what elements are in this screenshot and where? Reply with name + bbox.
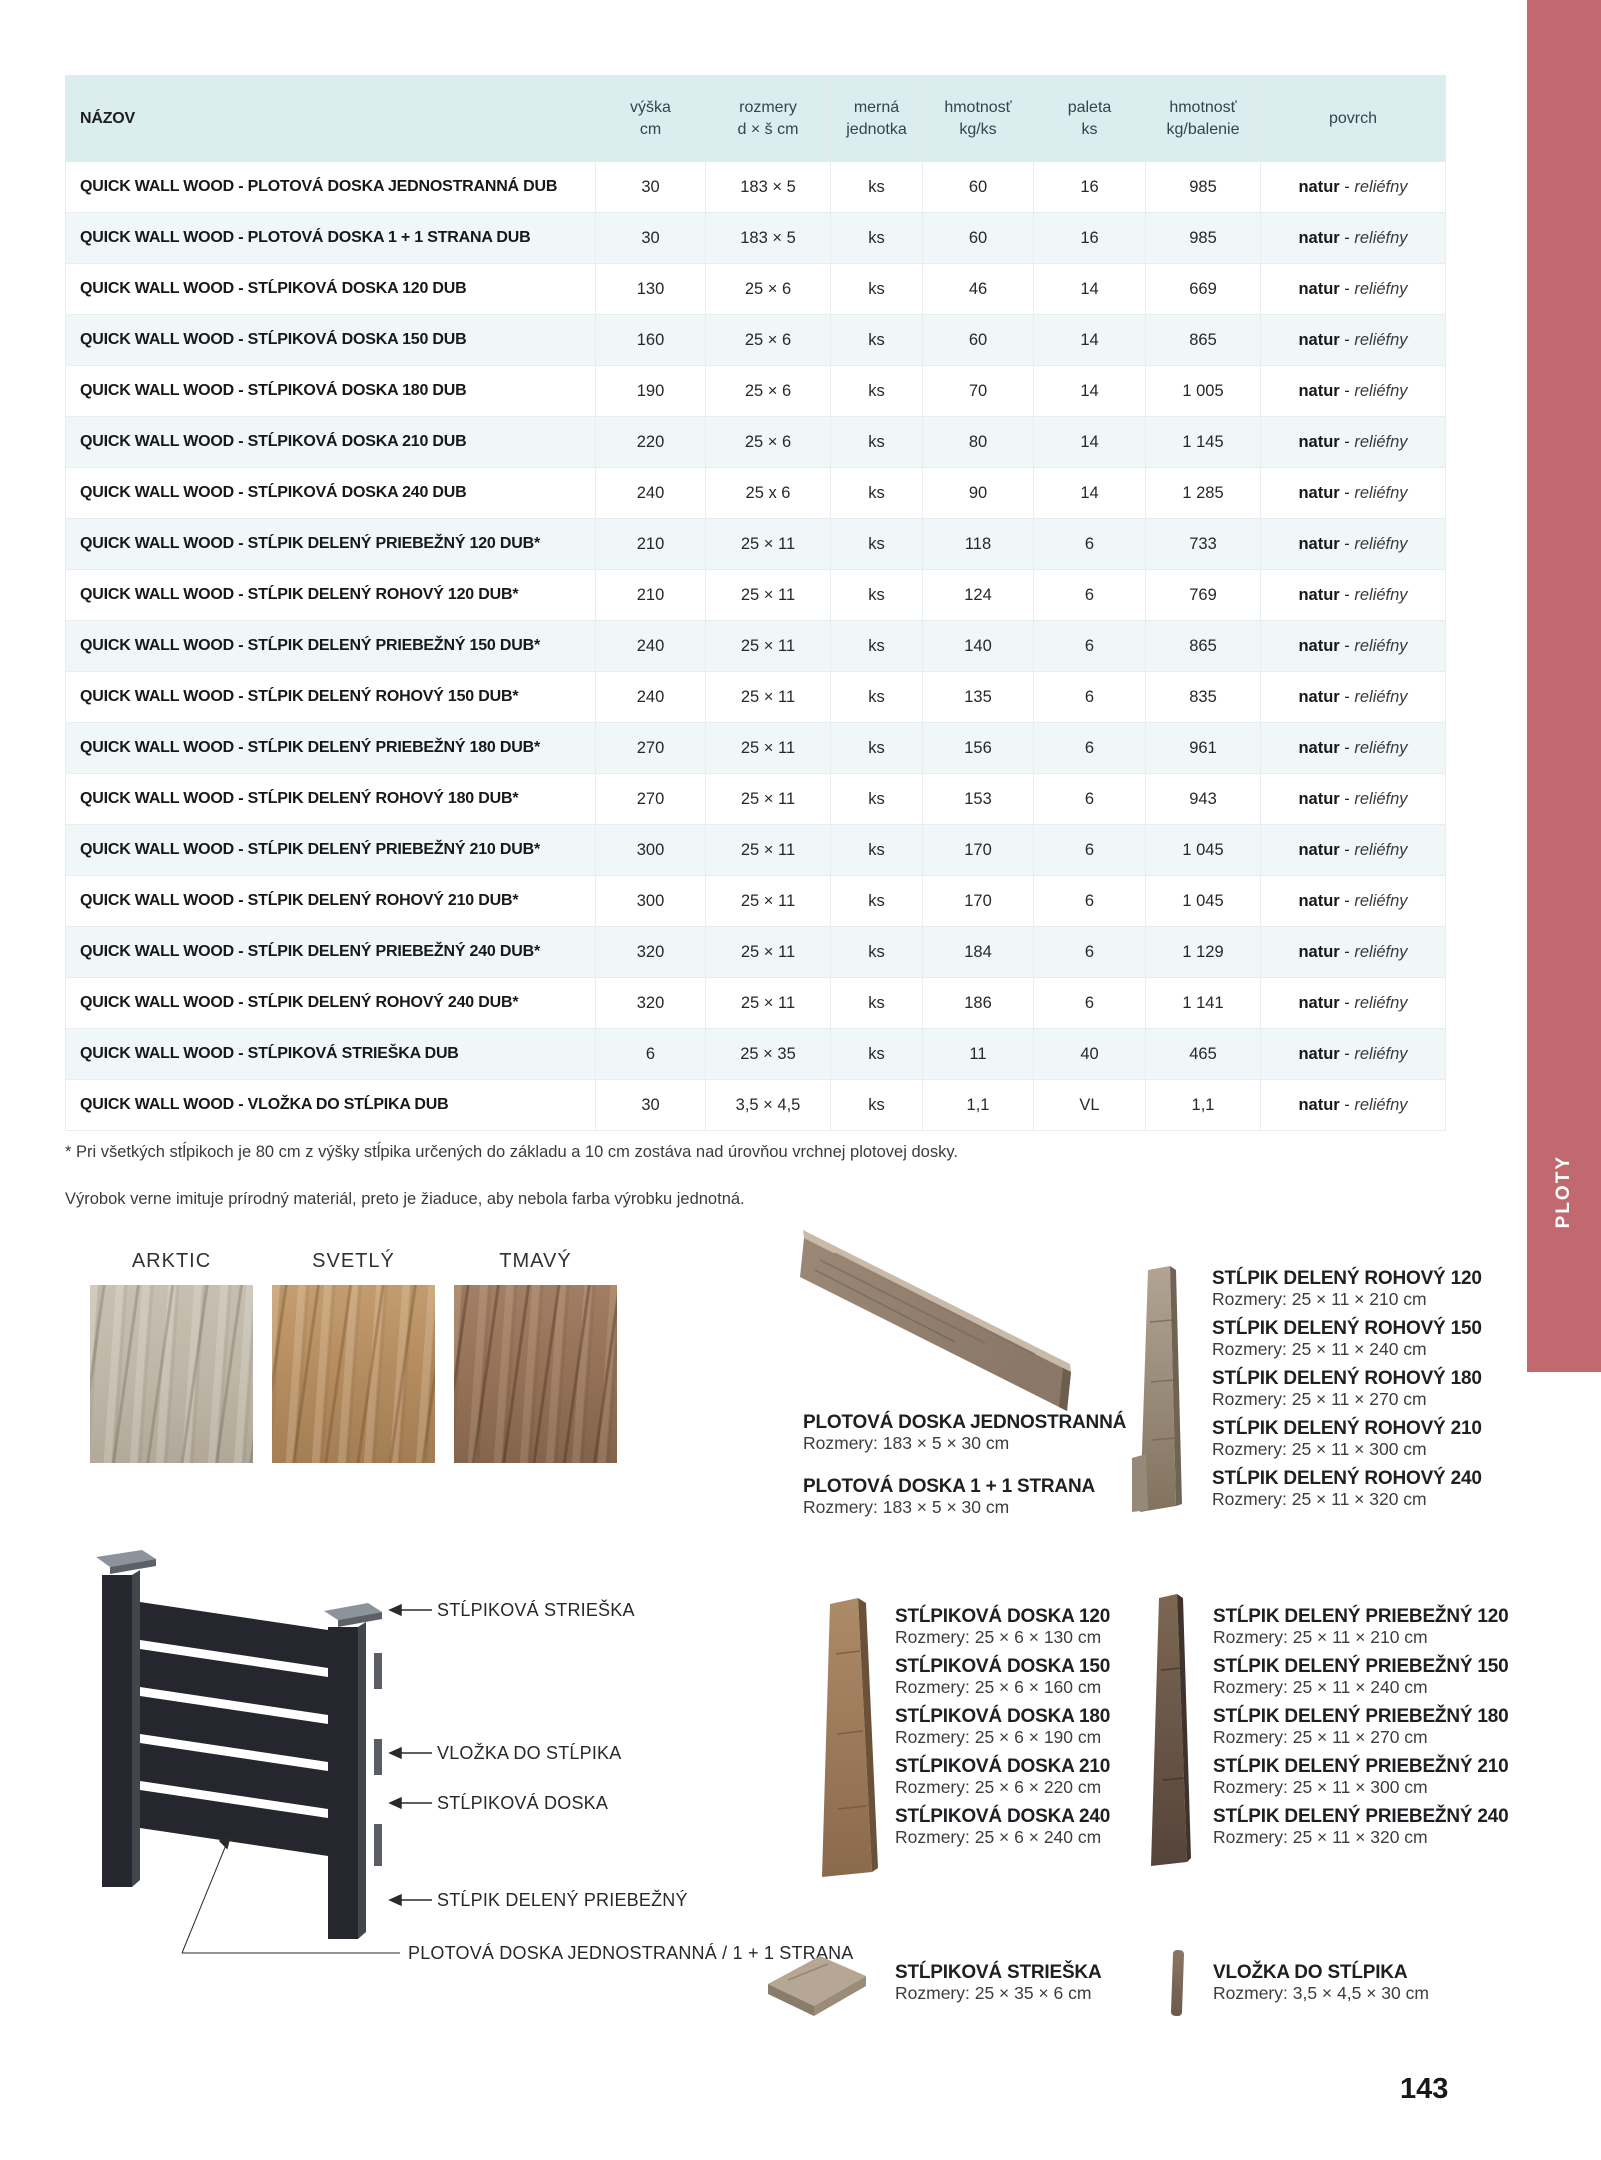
unit-cell: ks	[831, 468, 923, 519]
product-title: STĹPIK DELENÝ PRIEBEŽNÝ 210	[1213, 1756, 1509, 1777]
height-cell: 320	[596, 927, 706, 978]
height-cell: 130	[596, 264, 706, 315]
product-title: STĹPIK DELENÝ PRIEBEŽNÝ 240	[1213, 1806, 1509, 1827]
product-dimensions: Rozmery: 25 × 6 × 240 cm	[895, 1827, 1102, 1847]
pallet-cell: 14	[1034, 468, 1146, 519]
fence-board-labels	[803, 1412, 1126, 1518]
product-title: PLOTOVÁ DOSKA 1 + 1 STRANA	[803, 1476, 1095, 1497]
table-row	[66, 315, 1446, 366]
surface-cell: natur - reliéfny	[1261, 213, 1446, 264]
unit-cell: ks	[831, 315, 923, 366]
weight-per-package-cell: 835	[1146, 672, 1261, 723]
weight-per-piece-cell: 60	[923, 213, 1034, 264]
product-title: STĹPIKOVÁ DOSKA 150	[895, 1656, 1111, 1677]
product-name-cell: QUICK WALL WOOD - STĹPIKOVÁ DOSKA 210 DUB	[66, 417, 596, 468]
table-row	[66, 774, 1446, 825]
swatch-arktic	[90, 1250, 253, 1463]
dimensions-cell: 25 × 6	[706, 315, 831, 366]
unit-cell: ks	[831, 774, 923, 825]
product-name-cell: QUICK WALL WOOD - VLOŽKA DO STĹPIKA DUB	[66, 1080, 596, 1131]
product-label-group	[1212, 1318, 1482, 1360]
product-label-group	[1212, 1268, 1482, 1310]
pallet-cell: 6	[1034, 672, 1146, 723]
product-dimensions: Rozmery: 25 × 6 × 220 cm	[895, 1777, 1102, 1797]
dimensions-cell: 183 × 5	[706, 213, 831, 264]
column-header-0: NÁZOV	[66, 76, 596, 162]
weight-per-piece-cell: 70	[923, 366, 1034, 417]
weight-per-piece-cell: 60	[923, 315, 1034, 366]
pallet-cell: 6	[1034, 621, 1146, 672]
product-name-cell: QUICK WALL WOOD - STĹPIKOVÁ DOSKA 240 DUB	[66, 468, 596, 519]
height-cell: 210	[596, 570, 706, 621]
unit-cell: ks	[831, 162, 923, 213]
product-dimensions: Rozmery: 25 × 6 × 130 cm	[895, 1627, 1102, 1647]
table-row	[66, 825, 1446, 876]
section-tab	[1527, 0, 1601, 1372]
pallet-cell: VL	[1034, 1080, 1146, 1131]
weight-per-piece-cell: 124	[923, 570, 1034, 621]
unit-cell: ks	[831, 672, 923, 723]
post-insert-labels	[1213, 1962, 1429, 2004]
height-cell: 270	[596, 774, 706, 825]
dimensions-cell: 25 × 11	[706, 621, 831, 672]
table-body	[66, 162, 1446, 1131]
product-dimensions: Rozmery: 25 × 6 × 190 cm	[895, 1727, 1102, 1747]
product-name-cell: QUICK WALL WOOD - STĹPIK DELENÝ PRIEBEŽNÝ 120 DUB*	[66, 519, 596, 570]
product-title: STĹPIKOVÁ STRIEŠKA	[895, 1962, 1102, 1983]
swatch-texture-image	[454, 1285, 617, 1463]
weight-per-piece-cell: 135	[923, 672, 1034, 723]
column-header-2: rozmery d × š cm	[706, 76, 831, 162]
unit-cell: ks	[831, 723, 923, 774]
diagram-label-split-post: STĹPIK DELENÝ PRIEBEŽNÝ	[437, 1890, 688, 1910]
dimensions-cell: 25 × 11	[706, 570, 831, 621]
product-title: VLOŽKA DO STĹPIKA	[1213, 1962, 1408, 1983]
product-name-cell: QUICK WALL WOOD - STĹPIK DELENÝ ROHOVÝ 210 DUB*	[66, 876, 596, 927]
unit-cell: ks	[831, 570, 923, 621]
weight-per-piece-cell: 60	[923, 162, 1034, 213]
height-cell: 300	[596, 876, 706, 927]
product-label-group	[895, 1962, 1101, 2004]
product-label-group	[1213, 1656, 1509, 1698]
dimensions-cell: 25 × 35	[706, 1029, 831, 1080]
height-cell: 320	[596, 978, 706, 1029]
surface-cell: natur - reliéfny	[1261, 978, 1446, 1029]
section-tab-label: PLOTY	[1553, 1155, 1574, 1229]
product-label-group	[1213, 1962, 1429, 2004]
diagram-label-fence-board: PLOTOVÁ DOSKA JEDNOSTRANNÁ / 1 + 1 STRANA	[408, 1943, 854, 1963]
height-cell: 270	[596, 723, 706, 774]
surface-cell: natur - reliéfny	[1261, 468, 1446, 519]
product-name-cell: QUICK WALL WOOD - STĹPIKOVÁ DOSKA 180 DUB	[66, 366, 596, 417]
weight-per-package-cell: 1 129	[1146, 927, 1261, 978]
post-board-image	[818, 1594, 880, 1881]
table-row	[66, 1080, 1446, 1131]
surface-cell: natur - reliéfny	[1261, 1029, 1446, 1080]
weight-per-package-cell: 985	[1146, 162, 1261, 213]
table-row	[66, 213, 1446, 264]
table-header-row	[66, 76, 1446, 162]
weight-per-package-cell: 1 045	[1146, 876, 1261, 927]
surface-cell: natur - reliéfny	[1261, 417, 1446, 468]
weight-per-package-cell: 943	[1146, 774, 1261, 825]
height-cell: 160	[596, 315, 706, 366]
unit-cell: ks	[831, 213, 923, 264]
fence-board-image	[775, 1218, 1085, 1413]
unit-cell: ks	[831, 927, 923, 978]
column-header-4: hmotnosť kg/ks	[923, 76, 1034, 162]
color-swatches	[90, 1250, 617, 1463]
unit-cell: ks	[831, 825, 923, 876]
weight-per-package-cell: 465	[1146, 1029, 1261, 1080]
product-label-group	[895, 1706, 1110, 1748]
surface-cell: natur - reliéfny	[1261, 570, 1446, 621]
pallet-cell: 6	[1034, 723, 1146, 774]
product-name-cell: QUICK WALL WOOD - PLOTOVÁ DOSKA 1 + 1 STRANA DUB	[66, 213, 596, 264]
height-cell: 6	[596, 1029, 706, 1080]
column-header-7: povrch	[1261, 76, 1446, 162]
swatch-texture-image	[272, 1285, 435, 1463]
weight-per-package-cell: 769	[1146, 570, 1261, 621]
weight-per-piece-cell: 184	[923, 927, 1034, 978]
table-row	[66, 519, 1446, 570]
product-dimensions: Rozmery: 25 × 11 × 300 cm	[1213, 1777, 1428, 1797]
diagram-label-post-cap: STĹPIKOVÁ STRIEŠKA	[437, 1600, 635, 1620]
product-name-cell: QUICK WALL WOOD - STĹPIK DELENÝ PRIEBEŽNÝ 240 DUB*	[66, 927, 596, 978]
product-label-group	[1213, 1806, 1509, 1848]
table-row	[66, 1029, 1446, 1080]
fence-assembly-diagram	[60, 1545, 565, 2115]
table-row	[66, 672, 1446, 723]
product-dimensions: Rozmery: 25 × 11 × 320 cm	[1213, 1827, 1428, 1847]
weight-per-package-cell: 961	[1146, 723, 1261, 774]
product-dimensions: Rozmery: 25 × 11 × 240 cm	[1213, 1677, 1428, 1697]
product-dimensions: Rozmery: 25 × 11 × 210 cm	[1213, 1627, 1428, 1647]
product-title: STĹPIK DELENÝ ROHOVÝ 210	[1212, 1418, 1482, 1439]
weight-per-piece-cell: 11	[923, 1029, 1034, 1080]
swatch-tmavy	[454, 1250, 617, 1463]
pallet-cell: 6	[1034, 774, 1146, 825]
unit-cell: ks	[831, 876, 923, 927]
dimensions-cell: 25 × 11	[706, 672, 831, 723]
table-row	[66, 927, 1446, 978]
post-board-labels	[895, 1606, 1110, 1848]
weight-per-package-cell: 985	[1146, 213, 1261, 264]
product-label-group	[895, 1806, 1110, 1848]
pallet-cell: 14	[1034, 417, 1146, 468]
product-name-cell: QUICK WALL WOOD - STĹPIK DELENÝ PRIEBEŽNÝ 210 DUB*	[66, 825, 596, 876]
pallet-cell: 14	[1034, 264, 1146, 315]
product-dimensions: Rozmery: 25 × 11 × 300 cm	[1212, 1439, 1427, 1459]
product-title: STĹPIK DELENÝ PRIEBEŽNÝ 150	[1213, 1656, 1509, 1677]
product-title: STĹPIKOVÁ DOSKA 210	[895, 1756, 1111, 1777]
dimensions-cell: 25 × 6	[706, 264, 831, 315]
pallet-cell: 14	[1034, 315, 1146, 366]
product-dimensions: Rozmery: 25 × 6 × 160 cm	[895, 1677, 1102, 1697]
product-dimensions: Rozmery: 25 × 11 × 270 cm	[1212, 1389, 1427, 1409]
product-name-cell: QUICK WALL WOOD - STĹPIK DELENÝ PRIEBEŽNÝ 150 DUB*	[66, 621, 596, 672]
pallet-cell: 6	[1034, 570, 1146, 621]
weight-per-package-cell: 865	[1146, 621, 1261, 672]
height-cell: 220	[596, 417, 706, 468]
product-dimensions: Rozmery: 25 × 11 × 320 cm	[1212, 1489, 1427, 1509]
height-cell: 240	[596, 672, 706, 723]
surface-cell: natur - reliéfny	[1261, 621, 1446, 672]
table-row	[66, 264, 1446, 315]
product-title: STĹPIK DELENÝ ROHOVÝ 180	[1212, 1368, 1482, 1389]
swatch-label: SVETLÝ	[312, 1250, 395, 1272]
product-name-cell: QUICK WALL WOOD - STĹPIK DELENÝ PRIEBEŽNÝ 180 DUB*	[66, 723, 596, 774]
weight-per-package-cell: 1 045	[1146, 825, 1261, 876]
product-title: STĹPIK DELENÝ ROHOVÝ 240	[1212, 1468, 1482, 1489]
pallet-cell: 6	[1034, 978, 1146, 1029]
swatch-svetly	[272, 1250, 435, 1463]
dimensions-cell: 25 × 6	[706, 366, 831, 417]
product-label-group	[1213, 1756, 1509, 1798]
dimensions-cell: 25 × 11	[706, 723, 831, 774]
weight-per-package-cell: 669	[1146, 264, 1261, 315]
unit-cell: ks	[831, 366, 923, 417]
product-title: STĹPIKOVÁ DOSKA 240	[895, 1806, 1111, 1827]
product-title: PLOTOVÁ DOSKA JEDNOSTRANNÁ	[803, 1412, 1127, 1433]
dimensions-cell: 25 × 11	[706, 876, 831, 927]
unit-cell: ks	[831, 417, 923, 468]
product-label-group	[1212, 1418, 1482, 1460]
product-label-group	[895, 1606, 1110, 1648]
surface-cell: natur - reliéfny	[1261, 1080, 1446, 1131]
product-title: STĹPIKOVÁ DOSKA 180	[895, 1706, 1111, 1727]
product-name-cell: QUICK WALL WOOD - PLOTOVÁ DOSKA JEDNOSTRANNÁ DUB	[66, 162, 596, 213]
products-table	[65, 75, 1446, 1131]
height-cell: 300	[596, 825, 706, 876]
page-number: 143	[1400, 2073, 1449, 2105]
table-row	[66, 366, 1446, 417]
surface-cell: natur - reliéfny	[1261, 825, 1446, 876]
table-row	[66, 417, 1446, 468]
post-cap-image	[758, 1948, 876, 2022]
dimensions-cell: 25 x 6	[706, 468, 831, 519]
table-header	[66, 76, 1446, 162]
unit-cell: ks	[831, 1029, 923, 1080]
product-name-cell: QUICK WALL WOOD - STĹPIK DELENÝ ROHOVÝ 240 DUB*	[66, 978, 596, 1029]
product-label-group	[1212, 1468, 1482, 1510]
product-title: STĹPIK DELENÝ ROHOVÝ 150	[1212, 1318, 1482, 1339]
surface-cell: natur - reliéfny	[1261, 723, 1446, 774]
product-dimensions: Rozmery: 3,5 × 4,5 × 30 cm	[1213, 1983, 1429, 2003]
weight-per-package-cell: 865	[1146, 315, 1261, 366]
weight-per-package-cell: 1 141	[1146, 978, 1261, 1029]
weight-per-piece-cell: 186	[923, 978, 1034, 1029]
pallet-cell: 6	[1034, 825, 1146, 876]
table-row	[66, 723, 1446, 774]
table-row	[66, 162, 1446, 213]
height-cell: 210	[596, 519, 706, 570]
diagram-label-post-insert: VLOŽKA DO STĹPIKA	[437, 1743, 622, 1763]
product-label-group	[1212, 1368, 1482, 1410]
product-title: STĹPIKOVÁ DOSKA 120	[895, 1606, 1111, 1627]
dimensions-cell: 25 × 11	[706, 825, 831, 876]
product-name-cell: QUICK WALL WOOD - STĹPIKOVÁ DOSKA 150 DUB	[66, 315, 596, 366]
table-row	[66, 468, 1446, 519]
product-dimensions: Rozmery: 25 × 11 × 270 cm	[1213, 1727, 1428, 1747]
surface-cell: natur - reliéfny	[1261, 366, 1446, 417]
column-header-5: paleta ks	[1034, 76, 1146, 162]
weight-per-piece-cell: 140	[923, 621, 1034, 672]
product-title: STĹPIK DELENÝ PRIEBEŽNÝ 180	[1213, 1706, 1509, 1727]
weight-per-piece-cell: 46	[923, 264, 1034, 315]
pallet-cell: 40	[1034, 1029, 1146, 1080]
product-dimensions: Rozmery: 25 × 35 × 6 cm	[895, 1983, 1092, 2003]
product-name-cell: QUICK WALL WOOD - STĹPIKOVÁ DOSKA 120 DUB	[66, 264, 596, 315]
dimensions-cell: 183 × 5	[706, 162, 831, 213]
product-label-group	[895, 1756, 1110, 1798]
pallet-cell: 6	[1034, 927, 1146, 978]
dimensions-cell: 25 × 6	[706, 417, 831, 468]
surface-cell: natur - reliéfny	[1261, 315, 1446, 366]
dimensions-cell: 25 × 11	[706, 978, 831, 1029]
weight-per-package-cell: 1,1	[1146, 1080, 1261, 1131]
swatch-texture-image	[90, 1285, 253, 1463]
product-name-cell: QUICK WALL WOOD - STĹPIKOVÁ STRIEŠKA DUB	[66, 1029, 596, 1080]
footnote-asterisk: * Pri všetkých stĺpikoch je 80 cm z výšky stĺpika určených do základu a 10 cm zostáva nad úrovňou vrchnej plotovej dosky.	[65, 1143, 958, 1161]
swatch-label: ARKTIC	[131, 1250, 212, 1272]
weight-per-piece-cell: 170	[923, 876, 1034, 927]
surface-cell: natur - reliéfny	[1261, 264, 1446, 315]
unit-cell: ks	[831, 621, 923, 672]
height-cell: 30	[596, 162, 706, 213]
height-cell: 240	[596, 468, 706, 519]
dimensions-cell: 25 × 11	[706, 519, 831, 570]
product-name-cell: QUICK WALL WOOD - STĹPIK DELENÝ ROHOVÝ 180 DUB*	[66, 774, 596, 825]
weight-per-package-cell: 1 145	[1146, 417, 1261, 468]
product-dimensions: Rozmery: 183 × 5 × 30 cm	[803, 1433, 1010, 1453]
table-row	[66, 621, 1446, 672]
weight-per-piece-cell: 118	[923, 519, 1034, 570]
product-name-cell: QUICK WALL WOOD - STĹPIK DELENÝ ROHOVÝ 120 DUB*	[66, 570, 596, 621]
surface-cell: natur - reliéfny	[1261, 876, 1446, 927]
through-post-image	[1145, 1590, 1201, 1870]
dimensions-cell: 3,5 × 4,5	[706, 1080, 831, 1131]
column-header-6: hmotnosť kg/balenie	[1146, 76, 1261, 162]
pallet-cell: 6	[1034, 876, 1146, 927]
surface-cell: natur - reliéfny	[1261, 519, 1446, 570]
weight-per-piece-cell: 156	[923, 723, 1034, 774]
diagram-label-post-board: STĹPIKOVÁ DOSKA	[437, 1793, 609, 1813]
table-row	[66, 570, 1446, 621]
height-cell: 240	[596, 621, 706, 672]
corner-post-labels	[1212, 1268, 1482, 1510]
pallet-cell: 6	[1034, 519, 1146, 570]
table-row	[66, 876, 1446, 927]
unit-cell: ks	[831, 519, 923, 570]
column-header-1: výška cm	[596, 76, 706, 162]
post-insert-image	[1171, 1950, 1184, 2016]
product-label-group	[803, 1476, 1126, 1518]
product-dimensions: Rozmery: 25 × 11 × 240 cm	[1212, 1339, 1427, 1359]
weight-per-package-cell: 1 005	[1146, 366, 1261, 417]
product-label-group	[1213, 1606, 1509, 1648]
unit-cell: ks	[831, 264, 923, 315]
product-name-cell: QUICK WALL WOOD - STĹPIK DELENÝ ROHOVÝ 150 DUB*	[66, 672, 596, 723]
unit-cell: ks	[831, 1080, 923, 1131]
product-label-group	[1213, 1706, 1509, 1748]
dimensions-cell: 25 × 11	[706, 774, 831, 825]
weight-per-piece-cell: 80	[923, 417, 1034, 468]
product-title: STĹPIK DELENÝ PRIEBEŽNÝ 120	[1213, 1606, 1509, 1627]
weight-per-package-cell: 1 285	[1146, 468, 1261, 519]
height-cell: 190	[596, 366, 706, 417]
height-cell: 30	[596, 1080, 706, 1131]
table-row	[66, 978, 1446, 1029]
product-title: STĹPIK DELENÝ ROHOVÝ 120	[1212, 1268, 1482, 1289]
surface-cell: natur - reliéfny	[1261, 927, 1446, 978]
corner-post-image	[1128, 1262, 1198, 1514]
product-label-group	[803, 1412, 1126, 1454]
product-dimensions: Rozmery: 183 × 5 × 30 cm	[803, 1497, 1010, 1517]
surface-cell: natur - reliéfny	[1261, 774, 1446, 825]
surface-cell: natur - reliéfny	[1261, 672, 1446, 723]
surface-cell: natur - reliéfny	[1261, 162, 1446, 213]
through-post-labels	[1213, 1606, 1509, 1848]
footnote-color-note: Výrobok verne imituje prírodný materiál, preto je žiaduce, aby nebola farba výrobku jednotná.	[65, 1190, 745, 1208]
product-label-group	[895, 1656, 1110, 1698]
post-cap-labels	[895, 1962, 1101, 2004]
pallet-cell: 16	[1034, 213, 1146, 264]
weight-per-piece-cell: 153	[923, 774, 1034, 825]
weight-per-piece-cell: 90	[923, 468, 1034, 519]
weight-per-piece-cell: 1,1	[923, 1080, 1034, 1131]
dimensions-cell: 25 × 11	[706, 927, 831, 978]
unit-cell: ks	[831, 978, 923, 1029]
product-dimensions: Rozmery: 25 × 11 × 210 cm	[1212, 1289, 1427, 1309]
height-cell: 30	[596, 213, 706, 264]
weight-per-package-cell: 733	[1146, 519, 1261, 570]
column-header-3: merná jednotka	[831, 76, 923, 162]
pallet-cell: 16	[1034, 162, 1146, 213]
pallet-cell: 14	[1034, 366, 1146, 417]
swatch-label: TMAVÝ	[499, 1250, 572, 1272]
weight-per-piece-cell: 170	[923, 825, 1034, 876]
